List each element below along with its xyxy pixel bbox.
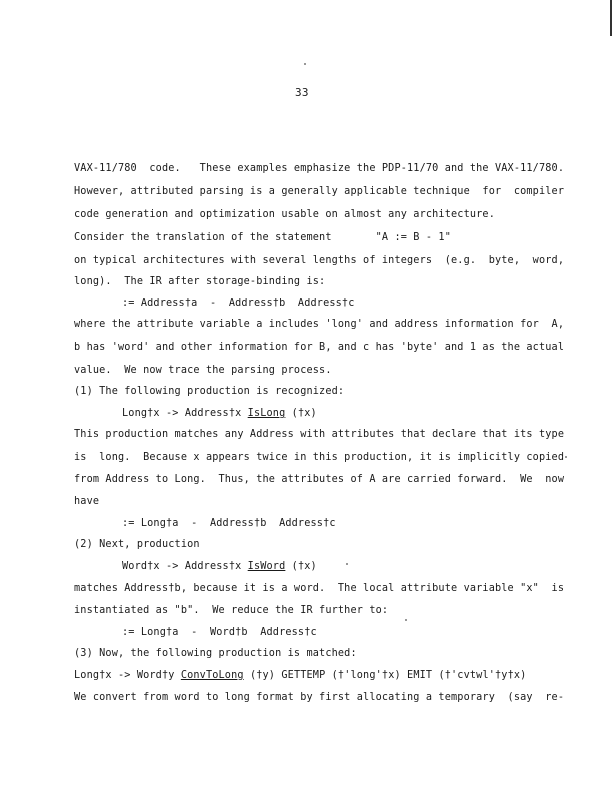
predicate-name: IsWord <box>247 561 286 572</box>
production-text: Long†x -> Address†x <box>122 408 248 419</box>
body-line: However, attributed parsing is a generally applicable technique for compiler <box>74 186 565 197</box>
production-text: Long†x -> Word†y <box>74 670 181 681</box>
production-rule <box>122 408 317 420</box>
ir-expression: := Long†a - Word†b Address†c <box>122 627 317 638</box>
production-rule <box>74 670 526 682</box>
body-line: have <box>74 496 100 507</box>
scan-speck <box>565 456 567 458</box>
production-text: (†x) <box>285 561 317 572</box>
body-line: instantiated as "b". We reduce the IR further to: <box>74 605 389 616</box>
body-line: where the attribute variable a includes 'long' and address information for A, <box>74 319 565 330</box>
body-line: is long. Because x appears twice in this production, it is implicitly copied <box>74 452 565 463</box>
production-rule <box>122 561 317 573</box>
body-line: We convert from word to long format by first allocating a temporary (say re- <box>74 692 565 703</box>
scan-speck <box>405 619 407 621</box>
body-line: This production matches any Address with attributes that declare that its type <box>74 429 565 440</box>
body-line: VAX-11/780 code. These examples emphasize the PDP-11/70 and the VAX-11/780. <box>74 163 565 174</box>
page-number: 33 <box>295 86 309 99</box>
body-line: b has 'word' and other information for B, and c has 'byte' and 1 as the actual <box>74 342 565 353</box>
production-text: (†x) <box>285 408 317 419</box>
production-text: Word†x -> Address†x <box>122 561 248 572</box>
production-text: (†y) GETTEMP (†'long'†x) EMIT (†'cvtwl'†y†x) <box>243 670 527 681</box>
ir-expression: := Address†a - Address†b Address†c <box>122 298 355 309</box>
body-line: from Address to Long. Thus, the attributes of A are carried forward. We now <box>74 474 565 485</box>
body-line: Consider the translation of the statement "A := B - 1" <box>74 232 452 243</box>
body-line: code generation and optimization usable on almost any architecture. <box>74 209 495 220</box>
body-line: long). The IR after storage-binding is: <box>74 276 326 287</box>
ir-expression: := Long†a - Address†b Address†c <box>122 518 336 529</box>
body-line: (3) Now, the following production is matched: <box>74 648 357 659</box>
body-line: (2) Next, production <box>74 539 200 550</box>
scan-speck <box>304 63 306 65</box>
body-line: matches Address†b, because it is a word. The local attribute variable "x" is <box>74 583 565 594</box>
predicate-name: IsLong <box>247 408 286 419</box>
body-line: on typical architectures with several lengths of integers (e.g. byte, word, <box>74 255 565 266</box>
body-line: value. We now trace the parsing process. <box>74 365 332 376</box>
predicate-name: ConvToLong <box>180 670 244 681</box>
scan-speck <box>346 563 348 565</box>
body-line: (1) The following production is recognized: <box>74 386 345 397</box>
